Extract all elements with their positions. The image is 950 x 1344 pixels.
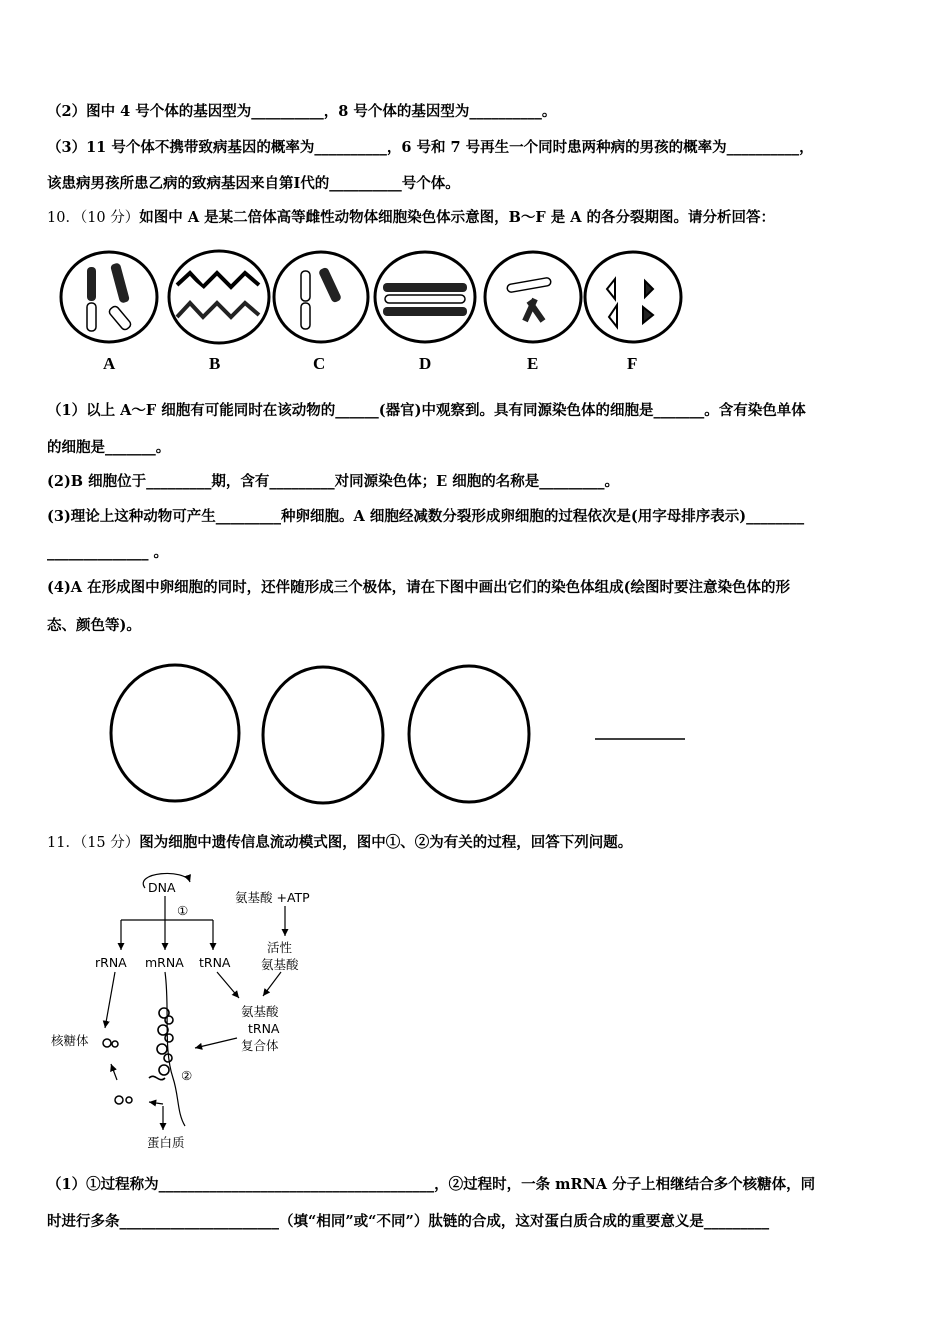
cell-label-d: D (419, 354, 432, 373)
cell-f-chromosomes (607, 279, 653, 327)
cell-c-outline (274, 252, 368, 342)
cell-e-chromosomes (507, 277, 552, 321)
cell-label-a: A (103, 354, 116, 373)
q10-number: 10．（10 分） (47, 210, 140, 226)
q10-part1-line2: 的细胞是_______。 (47, 439, 171, 456)
cell-a-outline (61, 252, 157, 342)
q11-number: 11．（15 分） (47, 835, 140, 851)
polysome (149, 1008, 173, 1080)
dna-label: DNA (148, 880, 176, 895)
protein-label: 蛋白质 (147, 1135, 185, 1150)
cell-label-b: B (209, 354, 221, 373)
trna-label: tRNA (199, 955, 231, 970)
cell-label-e: E (527, 354, 539, 373)
cell-label-f: F (627, 354, 638, 373)
cell-f-outline (585, 252, 681, 342)
drawing-circle-3 (409, 666, 529, 802)
q10-part1-line1: （1）以上 A～F 细胞有可能同时在该动物的______(器官)中观察到。具有同源染色体的细胞是_______。含有染色单体 (47, 402, 806, 419)
amino-acid-atp-label: 氨基酸 +ATP (235, 890, 310, 905)
q9-part2: （2）图中 4 号个体的基因型为__________，8 号个体的基因型为__________。 (47, 103, 557, 120)
q11-part1-line2: 时进行多条______________________（填“相同”或“不同”）肽链的合成，这对蛋白质合成的重要意义是_________ (47, 1213, 770, 1230)
process-2-label: ② (181, 1068, 193, 1083)
ribosome-subunit-large (103, 1039, 111, 1047)
cell-d-chromosomes (383, 283, 467, 316)
ribosome-label: 核糖体 (51, 1033, 89, 1048)
q10-part4-line1: (4)A 在形成图中卵细胞的同时，还伴随形成三个极体，请在下图中画出它们的染色体组成(绘图时要注意染色体的形 (47, 579, 790, 596)
q10-part2: (2)B 细胞位于_________期，含有_________对同源染色体；E 细胞的名称是_________。 (47, 473, 619, 490)
q11-part1-line1: （1）①过程称为______________________________________，②过程时，一条 mRNA 分子上相继结合多个核糖体，同 (47, 1176, 816, 1193)
drawing-circle-2 (263, 667, 383, 803)
q11-stem-text: 图为细胞中遗传信息流动模式图，图中①、②为有关的过程，回答下列问题。 (139, 834, 633, 851)
q9-part3-line2: 该患病男孩所患乙病的致病基因来自第Ⅰ代的__________号个体。 (47, 175, 460, 192)
q10-part3-line2: ______________ 。 (47, 544, 169, 561)
complex-label-2: tRNA (248, 1021, 280, 1036)
q10-part4-line2: 态、颜色等)。 (47, 617, 141, 634)
cell-c-chromosomes (301, 267, 342, 329)
gene-expression-diagram (45, 868, 345, 1158)
q9-part3-line1: （3）11 号个体不携带致病基因的概率为__________，6 号和 7 号再生一个同时患两种病的男孩的概率为__________， (47, 139, 814, 156)
active-amino-acid-label-2: 氨基酸 (261, 957, 299, 972)
q10-stem (47, 208, 775, 228)
cell-division-figure (55, 245, 695, 375)
cell-e-outline (485, 252, 581, 342)
polar-body-drawing-area (105, 663, 705, 813)
complex-label-1: 氨基酸 (241, 1004, 279, 1019)
q11-stem (47, 833, 632, 853)
q10-stem-text: 如图中 A 是某二倍体高等雌性动物体细胞染色体示意图，B～F 是 A 的各分裂期图。请分析回答： (139, 209, 776, 226)
released-ribosome-large (115, 1096, 123, 1104)
drawing-circle-1 (111, 665, 239, 801)
q10-part3-line1: (3)理论上这种动物可产生_________种卵细胞。A 细胞经减数分裂形成卵细胞的过程依次是(用字母排序表示)________ (47, 508, 805, 525)
complex-label-3: 复合体 (241, 1038, 279, 1053)
active-amino-acid-label-1: 活性 (267, 940, 293, 955)
cell-b-outline (169, 251, 269, 343)
rrna-label: rRNA (95, 955, 127, 970)
cell-label-c: C (313, 354, 326, 373)
process-1-label: ① (177, 903, 189, 918)
cell-b-chromosomes (177, 273, 259, 317)
released-ribosome-small (126, 1097, 132, 1103)
mrna-label: mRNA (145, 955, 184, 970)
ribosome-subunit-small (112, 1041, 118, 1047)
cell-a-chromosomes (87, 262, 132, 331)
